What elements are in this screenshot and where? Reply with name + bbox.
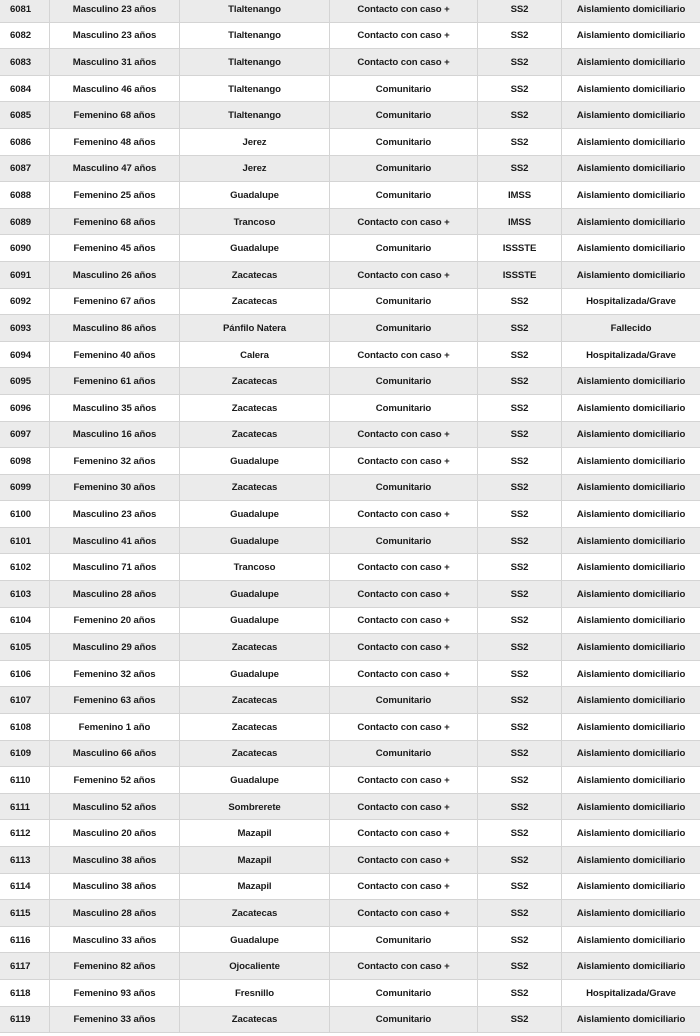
sex-age-cell: Femenino 68 años (50, 102, 180, 129)
institution-cell: SS2 (478, 501, 562, 528)
sex-age-cell: Masculino 26 años (50, 262, 180, 289)
status-cell: Aislamiento domiciliario (576, 881, 686, 893)
transmission-cell: Comunitario (330, 475, 478, 502)
municipality-cell: Trancoso (180, 209, 330, 236)
status-cell: Aislamiento domiciliario (576, 934, 686, 946)
table-row (0, 687, 700, 714)
municipality-cell: Guadalupe (180, 608, 330, 635)
transmission-cell: Comunitario (330, 315, 478, 342)
table-row (0, 422, 700, 449)
transmission-cell: Contacto con caso + (330, 634, 478, 661)
status-cell: Aislamiento domiciliario (576, 535, 686, 547)
institution-cell: SS2 (478, 794, 562, 821)
case-number-cell: 6110 (0, 767, 50, 794)
transmission-cell: Comunitario (330, 368, 478, 395)
transmission-cell: Comunitario (330, 980, 478, 1007)
institution-cell: SS2 (478, 475, 562, 502)
table-row (0, 927, 700, 954)
municipality-cell: Mazapil (180, 847, 330, 874)
table-row (0, 235, 700, 262)
municipality-cell: Tlaltenango (180, 102, 330, 129)
table-row (0, 448, 700, 475)
table-row (0, 475, 700, 502)
transmission-cell: Comunitario (330, 289, 478, 316)
transmission-cell: Contacto con caso + (330, 23, 478, 50)
status-cell: Aislamiento domiciliario (576, 136, 686, 148)
transmission-cell: Comunitario (330, 395, 478, 422)
status-cell: Aislamiento domiciliario (576, 429, 686, 441)
table-row (0, 129, 700, 156)
institution-cell: SS2 (478, 23, 562, 50)
transmission-cell: Contacto con caso + (330, 767, 478, 794)
institution-cell: SS2 (478, 927, 562, 954)
institution-cell: SS2 (478, 102, 562, 129)
institution-cell: SS2 (478, 289, 562, 316)
table-row (0, 953, 700, 980)
table-row (0, 767, 700, 794)
table-row (0, 661, 700, 688)
table-row (0, 209, 700, 236)
case-number-cell: 6083 (0, 49, 50, 76)
status-cell: Hospitalizada/Grave (586, 296, 676, 308)
status-cell: Aislamiento domiciliario (576, 695, 686, 707)
case-number-cell: 6091 (0, 262, 50, 289)
table-row (0, 76, 700, 103)
institution-cell: SS2 (478, 900, 562, 927)
institution-cell: SS2 (478, 1007, 562, 1034)
institution-cell: SS2 (478, 129, 562, 156)
table-row (0, 608, 700, 635)
case-number-cell: 6094 (0, 342, 50, 369)
sex-age-cell: Masculino 71 años (50, 554, 180, 581)
transmission-cell: Contacto con caso + (330, 608, 478, 635)
municipality-cell: Guadalupe (180, 448, 330, 475)
municipality-cell: Fresnillo (180, 980, 330, 1007)
municipality-cell: Zacatecas (180, 289, 330, 316)
municipality-cell: Jerez (180, 129, 330, 156)
sex-age-cell: Masculino 86 años (50, 315, 180, 342)
municipality-cell: Guadalupe (180, 581, 330, 608)
case-number-cell: 6114 (0, 874, 50, 901)
status-cell: Aislamiento domiciliario (576, 775, 686, 787)
status-cell: Aislamiento domiciliario (576, 243, 686, 255)
sex-age-cell: Femenino 32 años (50, 448, 180, 475)
table-row (0, 49, 700, 76)
institution-cell: SS2 (478, 608, 562, 635)
sex-age-cell: Femenino 61 años (50, 368, 180, 395)
sex-age-cell: Femenino 52 años (50, 767, 180, 794)
institution-cell: SS2 (478, 342, 562, 369)
sex-age-cell: Masculino 66 años (50, 741, 180, 768)
table-row (0, 102, 700, 129)
transmission-cell: Comunitario (330, 156, 478, 183)
status-cell: Aislamiento domiciliario (576, 110, 686, 122)
municipality-cell: Mazapil (180, 820, 330, 847)
sex-age-cell: Masculino 38 años (50, 874, 180, 901)
transmission-cell: Comunitario (330, 687, 478, 714)
case-number-cell: 6102 (0, 554, 50, 581)
case-number-cell: 6097 (0, 422, 50, 449)
case-number-cell: 6096 (0, 395, 50, 422)
sex-age-cell: Masculino 38 años (50, 847, 180, 874)
transmission-cell: Contacto con caso + (330, 874, 478, 901)
table-row (0, 395, 700, 422)
case-number-cell: 6106 (0, 661, 50, 688)
status-cell: Aislamiento domiciliario (576, 30, 686, 42)
table-row (0, 794, 700, 821)
status-cell: Aislamiento domiciliario (576, 163, 686, 175)
sex-age-cell: Femenino 93 años (50, 980, 180, 1007)
table-row (0, 874, 700, 901)
transmission-cell: Contacto con caso + (330, 794, 478, 821)
municipality-cell: Guadalupe (180, 528, 330, 555)
municipality-cell: Trancoso (180, 554, 330, 581)
municipality-cell: Guadalupe (180, 927, 330, 954)
status-cell: Aislamiento domiciliario (576, 482, 686, 494)
table-row (0, 262, 700, 289)
case-number-cell: 6093 (0, 315, 50, 342)
table-row (0, 847, 700, 874)
transmission-cell: Comunitario (330, 129, 478, 156)
case-number-cell: 6101 (0, 528, 50, 555)
municipality-cell: Zacatecas (180, 395, 330, 422)
municipality-cell: Jerez (180, 156, 330, 183)
institution-cell: ISSSTE (478, 262, 562, 289)
table-row (0, 980, 700, 1007)
municipality-cell: Zacatecas (180, 368, 330, 395)
case-number-cell: 6086 (0, 129, 50, 156)
transmission-cell: Comunitario (330, 235, 478, 262)
institution-cell: SS2 (478, 741, 562, 768)
municipality-cell: Zacatecas (180, 1007, 330, 1034)
institution-cell: SS2 (478, 634, 562, 661)
case-number-cell: 6103 (0, 581, 50, 608)
case-number-cell: 6099 (0, 475, 50, 502)
status-cell: Aislamiento domiciliario (576, 721, 686, 733)
sex-age-cell: Masculino 29 años (50, 634, 180, 661)
municipality-cell: Zacatecas (180, 475, 330, 502)
transmission-cell: Comunitario (330, 102, 478, 129)
transmission-cell: Comunitario (330, 1007, 478, 1034)
municipality-cell: Zacatecas (180, 687, 330, 714)
table-row (0, 315, 700, 342)
institution-cell: IMSS (478, 209, 562, 236)
sex-age-cell: Masculino 23 años (50, 501, 180, 528)
transmission-cell: Comunitario (330, 76, 478, 103)
status-cell: Aislamiento domiciliario (576, 83, 686, 95)
status-cell: Aislamiento domiciliario (576, 402, 686, 414)
case-number-cell: 6115 (0, 900, 50, 927)
case-number-cell: 6089 (0, 209, 50, 236)
municipality-cell: Zacatecas (180, 900, 330, 927)
municipality-cell: Guadalupe (180, 501, 330, 528)
sex-age-cell: Femenino 82 años (50, 953, 180, 980)
transmission-cell: Contacto con caso + (330, 209, 478, 236)
case-number-cell: 6109 (0, 741, 50, 768)
municipality-cell: Pánfilo Natera (180, 315, 330, 342)
table-row (0, 820, 700, 847)
institution-cell: SS2 (478, 820, 562, 847)
case-number-cell: 6105 (0, 634, 50, 661)
case-number-cell: 6085 (0, 102, 50, 129)
table-row (0, 1007, 700, 1034)
municipality-cell: Zacatecas (180, 741, 330, 768)
sex-age-cell: Femenino 30 años (50, 475, 180, 502)
municipality-cell: Calera (180, 342, 330, 369)
table-row (0, 501, 700, 528)
sex-age-cell: Femenino 48 años (50, 129, 180, 156)
status-cell: Aislamiento domiciliario (576, 509, 686, 521)
sex-age-cell: Femenino 63 años (50, 687, 180, 714)
municipality-cell: Zacatecas (180, 262, 330, 289)
case-number-cell: 6100 (0, 501, 50, 528)
institution-cell: SS2 (478, 661, 562, 688)
table-row (0, 182, 700, 209)
institution-cell: SS2 (478, 767, 562, 794)
status-cell: Aislamiento domiciliario (576, 854, 686, 866)
municipality-cell: Zacatecas (180, 634, 330, 661)
status-cell: Aislamiento domiciliario (576, 269, 686, 281)
institution-cell: SS2 (478, 395, 562, 422)
status-cell: Hospitalizada/Grave (586, 349, 676, 361)
transmission-cell: Comunitario (330, 528, 478, 555)
sex-age-cell: Masculino 23 años (50, 0, 180, 23)
status-cell: Aislamiento domiciliario (576, 961, 686, 973)
sex-age-cell: Masculino 16 años (50, 422, 180, 449)
table-row (0, 528, 700, 555)
transmission-cell: Contacto con caso + (330, 448, 478, 475)
table-row (0, 714, 700, 741)
transmission-cell: Contacto con caso + (330, 0, 478, 23)
table-row (0, 289, 700, 316)
status-cell: Aislamiento domiciliario (576, 615, 686, 627)
case-number-cell: 6095 (0, 368, 50, 395)
case-number-cell: 6092 (0, 289, 50, 316)
sex-age-cell: Masculino 35 años (50, 395, 180, 422)
sex-age-cell: Femenino 45 años (50, 235, 180, 262)
municipality-cell: Zacatecas (180, 714, 330, 741)
sex-age-cell: Masculino 46 años (50, 76, 180, 103)
status-cell: Hospitalizada/Grave (586, 987, 676, 999)
status-cell: Aislamiento domiciliario (576, 668, 686, 680)
sex-age-cell: Masculino 47 años (50, 156, 180, 183)
municipality-cell: Guadalupe (180, 767, 330, 794)
sex-age-cell: Femenino 25 años (50, 182, 180, 209)
sex-age-cell: Masculino 41 años (50, 528, 180, 555)
institution-cell: SS2 (478, 49, 562, 76)
status-cell: Fallecido (610, 322, 652, 334)
case-number-cell: 6082 (0, 23, 50, 50)
sex-age-cell: Femenino 1 año (50, 714, 180, 741)
status-cell: Aislamiento domiciliario (576, 588, 686, 600)
table-row (0, 156, 700, 183)
transmission-cell: Contacto con caso + (330, 714, 478, 741)
institution-cell: SS2 (478, 76, 562, 103)
case-number-cell: 6119 (0, 1007, 50, 1034)
sex-age-cell: Femenino 68 años (50, 209, 180, 236)
municipality-cell: Tlaltenango (180, 49, 330, 76)
institution-cell: SS2 (478, 448, 562, 475)
case-number-cell: 6084 (0, 76, 50, 103)
sex-age-cell: Masculino 33 años (50, 927, 180, 954)
status-cell: Aislamiento domiciliario (576, 56, 686, 68)
municipality-cell: Guadalupe (180, 661, 330, 688)
status-cell: Aislamiento domiciliario (576, 3, 686, 15)
municipality-cell: Guadalupe (180, 235, 330, 262)
transmission-cell: Contacto con caso + (330, 661, 478, 688)
institution-cell: IMSS (478, 182, 562, 209)
transmission-cell: Contacto con caso + (330, 501, 478, 528)
institution-cell: SS2 (478, 528, 562, 555)
case-number-cell: 6112 (0, 820, 50, 847)
transmission-cell: Comunitario (330, 182, 478, 209)
municipality-cell: Tlaltenango (180, 0, 330, 23)
sex-age-cell: Masculino 52 años (50, 794, 180, 821)
case-number-cell: 6081 (0, 0, 50, 23)
case-number-cell: 6107 (0, 687, 50, 714)
sex-age-cell: Femenino 33 años (50, 1007, 180, 1034)
sex-age-cell: Masculino 28 años (50, 581, 180, 608)
institution-cell: ISSSTE (478, 235, 562, 262)
case-number-cell: 6108 (0, 714, 50, 741)
municipality-cell: Guadalupe (180, 182, 330, 209)
sex-age-cell: Femenino 20 años (50, 608, 180, 635)
status-cell: Aislamiento domiciliario (576, 748, 686, 760)
table-row (0, 634, 700, 661)
municipality-cell: Ojocaliente (180, 953, 330, 980)
case-number-cell: 6088 (0, 182, 50, 209)
municipality-cell: Tlaltenango (180, 23, 330, 50)
status-cell: Aislamiento domiciliario (576, 801, 686, 813)
table-row (0, 23, 700, 50)
status-cell: Aislamiento domiciliario (576, 376, 686, 388)
case-number-cell: 6087 (0, 156, 50, 183)
sex-age-cell: Masculino 31 años (50, 49, 180, 76)
transmission-cell: Contacto con caso + (330, 422, 478, 449)
institution-cell: SS2 (478, 581, 562, 608)
status-cell: Aislamiento domiciliario (576, 455, 686, 467)
transmission-cell: Contacto con caso + (330, 900, 478, 927)
case-number-cell: 6117 (0, 953, 50, 980)
case-number-cell: 6104 (0, 608, 50, 635)
institution-cell: SS2 (478, 980, 562, 1007)
case-number-cell: 6111 (0, 794, 50, 821)
case-number-cell: 6090 (0, 235, 50, 262)
municipality-cell: Tlaltenango (180, 76, 330, 103)
transmission-cell: Contacto con caso + (330, 49, 478, 76)
case-number-cell: 6118 (0, 980, 50, 1007)
municipality-cell: Zacatecas (180, 422, 330, 449)
transmission-cell: Contacto con caso + (330, 342, 478, 369)
transmission-cell: Comunitario (330, 927, 478, 954)
sex-age-cell: Femenino 32 años (50, 661, 180, 688)
table-row (0, 0, 700, 23)
table-row (0, 368, 700, 395)
transmission-cell: Contacto con caso + (330, 953, 478, 980)
status-cell: Aislamiento domiciliario (576, 907, 686, 919)
institution-cell: SS2 (478, 422, 562, 449)
status-cell: Aislamiento domiciliario (576, 642, 686, 654)
case-number-cell: 6113 (0, 847, 50, 874)
table-row (0, 741, 700, 768)
transmission-cell: Contacto con caso + (330, 554, 478, 581)
status-cell: Aislamiento domiciliario (576, 1014, 686, 1026)
institution-cell: SS2 (478, 368, 562, 395)
institution-cell: SS2 (478, 847, 562, 874)
institution-cell: SS2 (478, 953, 562, 980)
institution-cell: SS2 (478, 874, 562, 901)
sex-age-cell: Masculino 20 años (50, 820, 180, 847)
table-row (0, 342, 700, 369)
case-number-cell: 6116 (0, 927, 50, 954)
institution-cell: SS2 (478, 315, 562, 342)
institution-cell: SS2 (478, 554, 562, 581)
institution-cell: SS2 (478, 156, 562, 183)
table-row (0, 554, 700, 581)
transmission-cell: Contacto con caso + (330, 847, 478, 874)
table-row (0, 581, 700, 608)
transmission-cell: Comunitario (330, 741, 478, 768)
status-cell: Aislamiento domiciliario (576, 828, 686, 840)
sex-age-cell: Femenino 67 años (50, 289, 180, 316)
transmission-cell: Contacto con caso + (330, 262, 478, 289)
status-cell: Aislamiento domiciliario (576, 216, 686, 228)
institution-cell: SS2 (478, 714, 562, 741)
sex-age-cell: Masculino 23 años (50, 23, 180, 50)
municipality-cell: Mazapil (180, 874, 330, 901)
institution-cell: SS2 (478, 687, 562, 714)
transmission-cell: Contacto con caso + (330, 581, 478, 608)
municipality-cell: Sombrerete (180, 794, 330, 821)
case-number-cell: 6098 (0, 448, 50, 475)
institution-cell: SS2 (478, 0, 562, 23)
sex-age-cell: Femenino 40 años (50, 342, 180, 369)
status-cell: Aislamiento domiciliario (576, 562, 686, 574)
table-row (0, 900, 700, 927)
status-cell: Aislamiento domiciliario (576, 189, 686, 201)
sex-age-cell: Masculino 28 años (50, 900, 180, 927)
transmission-cell: Contacto con caso + (330, 820, 478, 847)
